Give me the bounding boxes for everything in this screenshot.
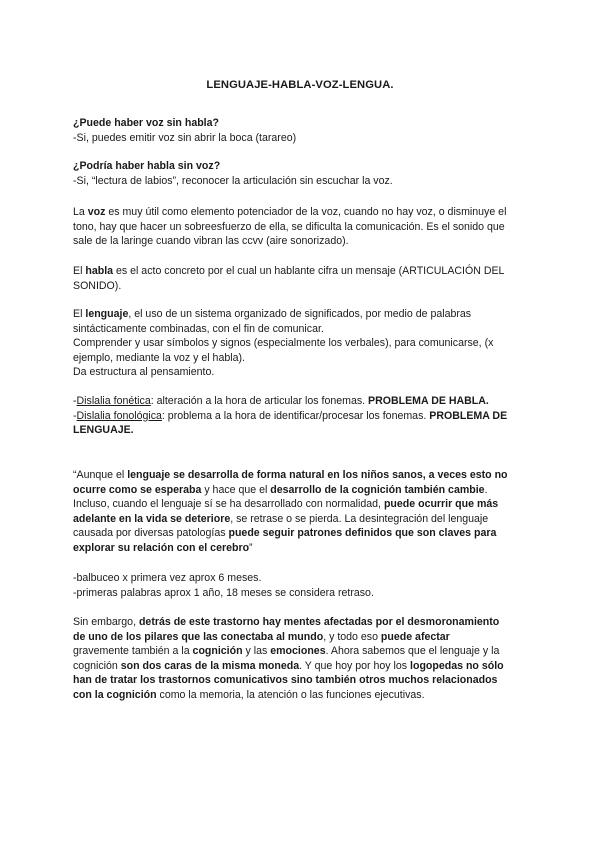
text-run: Incluso, cuando el lenguaje sí se ha desarrollado con normalidad, bbox=[73, 498, 384, 510]
text-run: La bbox=[73, 206, 88, 218]
text-run bbox=[73, 307, 533, 322]
text-run: LENGUAJE. bbox=[73, 424, 134, 436]
page-title: LENGUAJE-HABLA-VOZ-LENGUA. bbox=[206, 79, 394, 91]
text-run bbox=[73, 615, 533, 630]
text-run: sintácticamente combinadas, con el fin de comunicar. bbox=[73, 322, 324, 335]
text-run: puede afectar bbox=[380, 630, 450, 643]
habla-paragraph bbox=[73, 264, 533, 293]
text-run bbox=[73, 423, 533, 438]
dislalia-block bbox=[73, 394, 533, 438]
text-run: “Aunque el bbox=[73, 469, 128, 481]
list-item: -balbuceo x primera vez aprox 6 meses. bbox=[73, 572, 262, 584]
text-run: puede seguir patrones definidos que son claves para bbox=[228, 527, 497, 539]
text-run bbox=[73, 673, 533, 688]
text-run bbox=[73, 541, 533, 556]
text-run bbox=[73, 468, 533, 483]
text-run: Sin embargo, bbox=[73, 616, 139, 628]
text-run: con la cognición bbox=[73, 688, 157, 701]
dislalia-fonologica bbox=[73, 409, 533, 424]
text-run: . bbox=[484, 483, 488, 496]
text-run: detrás de este trastorno hay mentes afectadas por el desmoronamiento bbox=[138, 616, 500, 628]
text-run: Comprender y usar símbolos y signos (especialmente los verbales), para comunicarse, (x bbox=[73, 337, 494, 349]
text-run bbox=[73, 483, 533, 498]
text-run: Dislalia fonética bbox=[76, 395, 151, 407]
text-run: es muy útil como elemento potenciador de la voz, cuando no hay voz, o disminuye el bbox=[105, 206, 507, 218]
text-run: emociones bbox=[270, 645, 326, 657]
text-run: , se retrase o se pierda. La desintegración del lenguaje bbox=[230, 512, 489, 525]
text-run: SONIDO). bbox=[73, 279, 122, 292]
text-run: PROBLEMA DE HABLA. bbox=[368, 395, 489, 407]
text-run: puede ocurrir que más bbox=[383, 498, 499, 510]
list-item: -primeras palabras aprox 1 año, 18 meses se considera retraso. bbox=[73, 586, 374, 599]
text-run bbox=[73, 116, 533, 131]
text-run bbox=[73, 688, 533, 703]
text-run: son dos caras de la misma moneda bbox=[120, 659, 300, 672]
text-run: Dislalia fonológica bbox=[76, 409, 162, 422]
text-run: explorar su relación con el cerebro bbox=[73, 541, 250, 554]
text-run: . Ahora sabemos que el lenguaje y la bbox=[325, 645, 500, 657]
answer-text: -Si, puedes emitir voz sin abrir la boca (tarareo) bbox=[73, 131, 297, 144]
milestones-list bbox=[73, 571, 533, 600]
term-lenguaje: lenguaje bbox=[85, 308, 129, 320]
voz-paragraph bbox=[73, 205, 533, 249]
text-run bbox=[73, 497, 533, 512]
text-run: adelante en la vida se deteriore bbox=[73, 512, 231, 525]
quote-paragraph bbox=[73, 468, 533, 555]
text-run bbox=[73, 659, 533, 674]
final-paragraph bbox=[73, 615, 533, 702]
text-run: cognición bbox=[73, 659, 121, 672]
text-run: - bbox=[73, 409, 77, 422]
text-run bbox=[73, 159, 533, 174]
text-run: , y todo eso bbox=[323, 630, 381, 643]
text-run: ocurre como se esperaba bbox=[73, 483, 202, 496]
text-run: cognición bbox=[192, 645, 243, 657]
text-run bbox=[73, 264, 533, 279]
text-run: El bbox=[73, 308, 86, 320]
term-habla: habla bbox=[85, 265, 114, 277]
text-run: desarrollo de la cognición también cambie bbox=[270, 483, 485, 496]
text-run: han de tratar los trastornos comunicativos sino también otros muchos relacionados bbox=[73, 674, 498, 686]
text-run: causada por diversas patologías bbox=[73, 527, 229, 539]
text-run: es el acto concreto por el cual un hablante cifra un mensaje (ARTICULACIÓN DEL bbox=[113, 265, 505, 277]
text-run: lenguaje se desarrolla de forma natural en los niños sanos, a veces esto no bbox=[127, 469, 508, 481]
question-block-1 bbox=[73, 116, 533, 145]
text-run: tono, hay que hacer un sobreesfuerzo de ella, se dificulta la comunicación. Es el sonido que bbox=[73, 220, 505, 233]
text-run: logopedas no sólo bbox=[410, 659, 504, 672]
text-run: de uno de los pilares que las conectaba al mundo bbox=[73, 630, 324, 643]
lenguaje-paragraph bbox=[73, 307, 533, 380]
text-run: gravemente también a la bbox=[73, 645, 193, 657]
question-block-2 bbox=[73, 159, 533, 188]
text-run: ” bbox=[249, 541, 253, 554]
text-run bbox=[73, 512, 533, 527]
text-run: ejemplo, mediante la voz y el habla). bbox=[73, 351, 245, 364]
text-run bbox=[73, 644, 533, 659]
text-run: : problema a la hora de identificar/procesar los fonemas. bbox=[161, 409, 430, 422]
text-run: - bbox=[73, 395, 77, 407]
text-run: y las bbox=[242, 645, 271, 657]
term-voz: voz bbox=[87, 206, 106, 218]
answer-text: -Si, “lectura de labios”, reconocer la articulación sin escuchar la voz. bbox=[73, 174, 393, 187]
text-run bbox=[73, 630, 533, 645]
text-run: : alteración a la hora de articular los fonemas. bbox=[150, 395, 369, 407]
text-run: El bbox=[73, 265, 86, 277]
text-run: PROBLEMA DE bbox=[429, 409, 508, 422]
text-run: como la memoria, la atención o las funciones ejecutivas. bbox=[156, 688, 425, 701]
text-run bbox=[73, 526, 533, 541]
text-run: y hace que el bbox=[201, 483, 271, 496]
text-run bbox=[73, 205, 533, 220]
text-run: . Y que hoy por hoy los bbox=[299, 659, 411, 672]
question-heading: ¿Puede haber voz sin habla? bbox=[73, 117, 219, 129]
text-run: , el uso de un sistema organizado de significados, por medio de palabras bbox=[128, 308, 472, 320]
text-run: Da estructura al pensamiento. bbox=[73, 366, 215, 378]
text-run: sale de la laringe cuando vibran las ccvv (aire sonorizado). bbox=[73, 235, 349, 247]
dislalia-fonetica bbox=[73, 394, 533, 409]
question-heading: ¿Podría haber habla sin voz? bbox=[73, 160, 221, 172]
